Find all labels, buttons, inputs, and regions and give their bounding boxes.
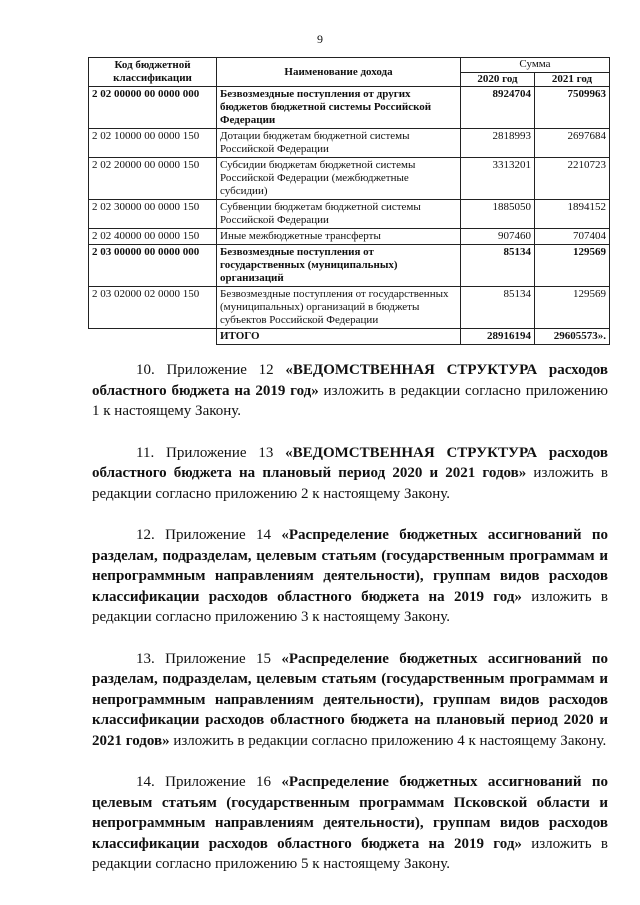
cell-2020: 85134	[461, 245, 535, 287]
paragraph-title: «Распределение бюджетных ассигнований по разделам, подразделам, целевым статьям (государственным программам и непрограммным направлениям деятельности), группам видов расходов классификации расходов областного бюджета на плановый период 2020 и 2021 годов»	[92, 650, 608, 749]
amendment-paragraphs	[92, 360, 608, 896]
cell-code: 2 02 20000 00 0000 150	[89, 158, 217, 200]
paragraph-text: изложить в редакции согласно приложению 5 к настоящему Закону.	[92, 835, 608, 872]
total-label: ИТОГО	[217, 329, 461, 345]
cell-2021: 2210723	[535, 158, 610, 200]
cell-code: 2 02 40000 00 0000 150	[89, 229, 217, 245]
paragraph-number: 10. Приложение 12	[136, 362, 286, 378]
table-row	[89, 129, 610, 158]
cell-code: 2 02 00000 00 0000 000	[89, 87, 217, 129]
paragraph-title: «Распределение бюджетных ассигнований по разделам, подразделам, целевым статьям (государственным программам и непрограммным направлениям деятельности), группам видов расходов классификации расходов областного бюджета на 2019 год»	[92, 527, 608, 605]
cell-2020: 3313201	[461, 158, 535, 200]
header-sum: Сумма	[461, 58, 610, 73]
cell-name: Безвозмездные поступления от государственных (муниципальных) организаций в бюджеты субъектов Российской Федерации	[217, 287, 461, 329]
table-row	[89, 158, 610, 200]
cell-code: 2 02 10000 00 0000 150	[89, 129, 217, 158]
cell-2021: 1894152	[535, 200, 610, 229]
amendment-paragraph	[92, 772, 608, 875]
table-row	[89, 287, 610, 329]
total-blank-cell	[89, 329, 217, 345]
cell-code: 2 02 30000 00 0000 150	[89, 200, 217, 229]
cell-2021: 7509963	[535, 87, 610, 129]
table-row	[89, 245, 610, 287]
cell-name: Дотации бюджетам бюджетной системы Российской Федерации	[217, 129, 461, 158]
paragraph-text: изложить в редакции согласно приложению 3 к настоящему Закону.	[92, 588, 608, 625]
cell-2020: 1885050	[461, 200, 535, 229]
total-2020: 28916194	[461, 329, 535, 345]
cell-2021: 129569	[535, 287, 610, 329]
paragraph-number: 14. Приложение 16	[136, 774, 282, 790]
amendment-paragraph	[92, 649, 608, 752]
total-2021: 29605573».	[535, 329, 610, 345]
table-row	[89, 87, 610, 129]
cell-name: Субсидии бюджетам бюджетной системы Российской Федерации (межбюджетные субсидии)	[217, 158, 461, 200]
page-number: 9	[317, 32, 323, 46]
cell-name: Безвозмездные поступления от государственных (муниципальных) организаций	[217, 245, 461, 287]
cell-2021: 2697684	[535, 129, 610, 158]
amendment-paragraph	[92, 443, 608, 505]
header-code: Код бюджетной классификации	[89, 58, 217, 87]
cell-code: 2 03 00000 00 0000 000	[89, 245, 217, 287]
header-year-2021: 2021 год	[535, 72, 610, 87]
cell-2020: 907460	[461, 229, 535, 245]
total-row	[89, 329, 610, 345]
paragraph-text: изложить в редакции согласно приложению 1 к настоящему Закону.	[92, 382, 608, 419]
table-row	[89, 200, 610, 229]
paragraph-text: изложить в редакции согласно приложению 2 к настоящему Закону.	[92, 465, 608, 502]
cell-2020: 2818993	[461, 129, 535, 158]
paragraph-number: 11. Приложение 13	[136, 444, 286, 461]
paragraph-title: «Распределение бюджетных ассигнований по целевым статьям (государственным программам Псковской области и непрограммным направлениям деятельности), группам видов расходов классификации расходов областного бюджета на 2019 год»	[92, 774, 608, 852]
header-name: Наименование дохода	[217, 58, 461, 87]
paragraph-number: 13. Приложение 15	[136, 650, 282, 667]
cell-2020: 85134	[461, 287, 535, 329]
paragraph-text: изложить в редакции согласно приложению 4 к настоящему Закону.	[169, 732, 607, 749]
cell-name: Безвозмездные поступления от других бюджетов бюджетной системы Российской Федерации	[217, 87, 461, 129]
cell-2021: 129569	[535, 245, 610, 287]
paragraph-title: «ВЕДОМСТВЕННАЯ СТРУКТУРА расходов областного бюджета на плановый период 2020 и 2021 годов»	[92, 444, 609, 481]
paragraph-number: 12. Приложение 14	[136, 527, 282, 543]
amendment-paragraph	[92, 525, 608, 628]
table-row	[89, 229, 610, 245]
cell-name: Субвенции бюджетам бюджетной системы Российской Федерации	[217, 200, 461, 229]
cell-name: Иные межбюджетные трансферты	[217, 229, 461, 245]
cell-2020: 8924704	[461, 87, 535, 129]
amendment-paragraph	[92, 360, 608, 422]
budget-revenue-table	[88, 57, 610, 345]
cell-2021: 707404	[535, 229, 610, 245]
paragraph-title: «ВЕДОМСТВЕННАЯ СТРУКТУРА расходов областного бюджета на 2019 год»	[92, 362, 608, 399]
header-year-2020: 2020 год	[461, 72, 535, 87]
cell-code: 2 03 02000 02 0000 150	[89, 287, 217, 329]
table-body	[89, 87, 610, 345]
